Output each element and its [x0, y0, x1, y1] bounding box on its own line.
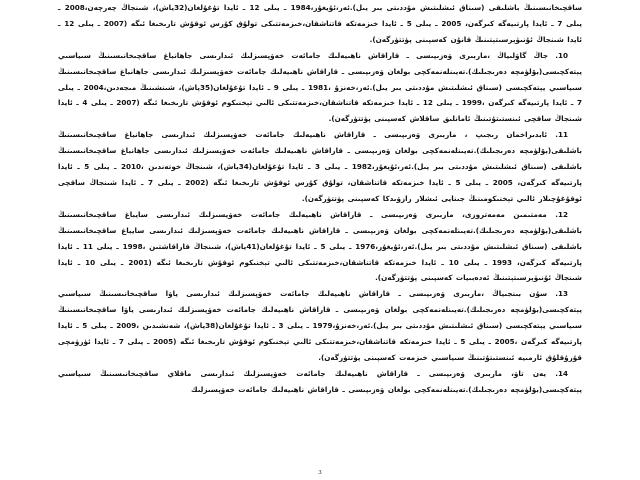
paragraph-11: 11. ئابدىراخمان رىجىپ ، ماربىرى ۋەزىپىسى ـ قاراقاش ناھىيەلىك جامائەت خەۋپسىزلىك ئىدارىسى جاھانباغ ساقچىخانىسىنىڭ باشلىقى(بۆلۈمچە دەرىجىلىك).تەيىنلەنمەكچى بولغان ۋەزىپىسى ـ قاراقاش ناھىيەلىك جامائەت خەۋپسىزلىك ئىدارىسى جاھانباغ ساقچىخانىسىنىڭ باشلىقى (سىناق ئىشلىتىش مۇددىتى بىر يىل).ئەر،ئۇيغۇر،1982 ـ يىلى 3 ـ ئايدا تۇغۇلغان(34ياش)، شىنجاڭ خوتەندىن ،2010 ـ يىلى 5 ـ ئايدا پارتىيەگە كىرگەن، 2005 ـ يىلى 5 ـ ئايدا خىزمەتكە قاتناشقان، تولۇق كۇرس ئوقۇش تارىخىغا ئىگە (2002 ـ يىلى 7 ـ ئايدا شىنجاڭ ساقچى ئوقۇغۇچىلار ئالىي تېخنىكومىنىڭ جىنايى ئىشلار رازۋىدكا كەسپىنى پۈتتۈرگەن).: [58, 130, 582, 203]
page-number: 3: [318, 470, 322, 476]
paragraph-9-continuation: ساقچىخانىسىنىڭ باشلىقى (سىناق ئىشلىتىش مۇددىتى بىر يىل).ئەر،ئۇيغۇر،1984 ـ يىلى 12 ـ ئايدا تۇغۇلغان(32ياش)، شىنجاڭ چەرچەن،2008 ـ يىلى 7 ـ ئايدا پارتىيەگە كىرگەن، 2005 ـ يىلى 5 ـ ئايدا خىزمەتكە قاتناشقان،خىزمەتتىكى تولۇق كۇرس ئوقۇش تارىخىغا ئىگە (2007 ـ يىلى 12 ـ ئايدا شىنجاڭ ئۇنىۋېرسىتېتىنىڭ قانۇن كەسپىنى پۈتتۈرگەن).: [58, 3, 583, 44]
paragraph-10: 10. جاڭ گاۋلىياڭ ،ماربىرى ۋەزىپىسى ـ قاراقاش ناھىيەلىك جامائەت خەۋپسىزلىك ئىدارىسى جاھانباغ ساقچىخانىسىنىڭ سىياسىي يېتەكچىسى(بۆلۈمچە دەرىجىلىك).تەيىنلەنمەكچى بولغان ۋەزىپىسى ـ قاراقاش ناھىيەلىك جامائەت خەۋپسىزلىك ئىدارىسى جاھانباغ ساقچىخانىسىنىڭ سىياسىي يېتەكچىسى (سىناق ئىشلىتىش مۇددىتى بىر يىل).ئەر،خەنزۇ ،1981 ـ يىلى 9 ـ ئايدا تۇغۇلغان(35ياش)، شىنشىنىڭ مىجەدىن،2004 ـ يىلى 7 ـ ئايدا پارتىيەگە كىرگەن ،1999 ـ يىلى 12 ـ ئايدا خىزمەتكە قاتناشقان،خىزمەتتىكى ئالىي تېخنىكوم ئوقۇش تارىخىغا ئىگە (2007 ـ يىلى 4 ـ ئايدا شىنجاڭ ساقچى ئىنستىتۇتىنىڭ ئامانلىق ساقلاش كەسپىنى پۈتتۈرگەن).: [58, 50, 582, 124]
paragraph-14-start: 14. يەن تاۋ، ماربىرى ۋەزىپىسى ـ قاراقاش ناھىيەلىك جامائەت خەۋپسىزلىك ئىدارىسى ماقلاي ساقچىخانىسىنىڭ سىياسىي يېتەكچىسى(بۆلۈمچە دەرىجىلىك).تەيىنلەنمەكچى بولغان ۋەزىپىسى ـ قاراقاش ناھىيەلىك جامائەت خەۋپسىزلىك: [58, 368, 582, 394]
document-body: [58, 0, 582, 398]
paragraph-12: 12. مەمتىمىن مەمەتروزى، ماربىرى ۋەزىپىسى ـ قاراقاش ناھىيەلىك جامائەت خەۋپسىزلىك ئىدارىسى سايباغ ساقچىخانىسىنىڭ باشلىقى(بۆلۈمچە دەرىجىلىك).تەيىنلەنمەكچى بولغان ۋەزىپىسى ـ قاراقاش ناھىيەلىك جامائەت خەۋپسىزلىك ئىدارىسى سايباغ ساقچىخانىسىنىڭ باشلىقى (سىناق ئىشلىتىش مۇددىتى بىر يىل).ئەر،ئۇيغۇر،1976 ـ يىلى 5 ـ ئايدا تۇغۇلغان(41ياش)، شىنجاڭ قاراقاشتىن ،1998 ـ يىلى 11 ـ ئايدا پارتىيەگە كىرگەن، 1993 ـ يىلى 10 ـ ئايدا خىزمەتكە قاتناشقان،خىزمەتتىكى ئالىي تېخنىكوم ئوقۇش تارىخىغا ئىگە (2001 ـ يىلى 10 ـ ئايدا شىنجاڭ ئۇنىۋېرسىتېتىنىڭ ئەدەبىيات كەسپىنى پۈتتۈرگەن).: [58, 209, 582, 283]
paragraph-13: 13. سۇن بىنجىياڭ ،ماربىرى ۋەزىپىسى ـ قاراقاش ناھىيەلىك جامائەت خەۋپسىزلىك ئىدارىسى ياۋا ساقچىخانىسىنىڭ سىياسىي يېتەكچىسى(بۆلۈمچە دەرىجىلىك).تەيىنلەنمەكچى بولغان ۋەزىپىسى ـ قاراقاش ناھىيەلىك جامائەت خەۋپسىزلىك ئىدارىسى ياۋا ساقچىخانىسىنىڭ سىياسىي يېتەكچىسى (سىناق ئىشلىتىش مۇددىتى بىر يىل).ئەر،خەنزۇ،1979 ـ يىلى 3 ـ ئايدا تۇغۇلغان(38ياش)، شەنشىدىن ،2009 ـ يىلى 5 ـ ئايدا پارتىيەگە كىرگەن ،2005 ـ يىلى 5 ـ ئايدا خىزمەتكە قاتناشقان،خىزمەتتىكى ئالىي تېخنىكوم ئوقۇش تارىخىغا ئىگە (2005 ـ يىلى 7 ـ ئايدا ئۈرۈمچى قۇرۇقلۇق ئارمىيە ئىنستىتۇتىنىڭ سىياسىي خىزمەت كەسپىنى پۈتتۈرگەن).: [58, 289, 582, 362]
